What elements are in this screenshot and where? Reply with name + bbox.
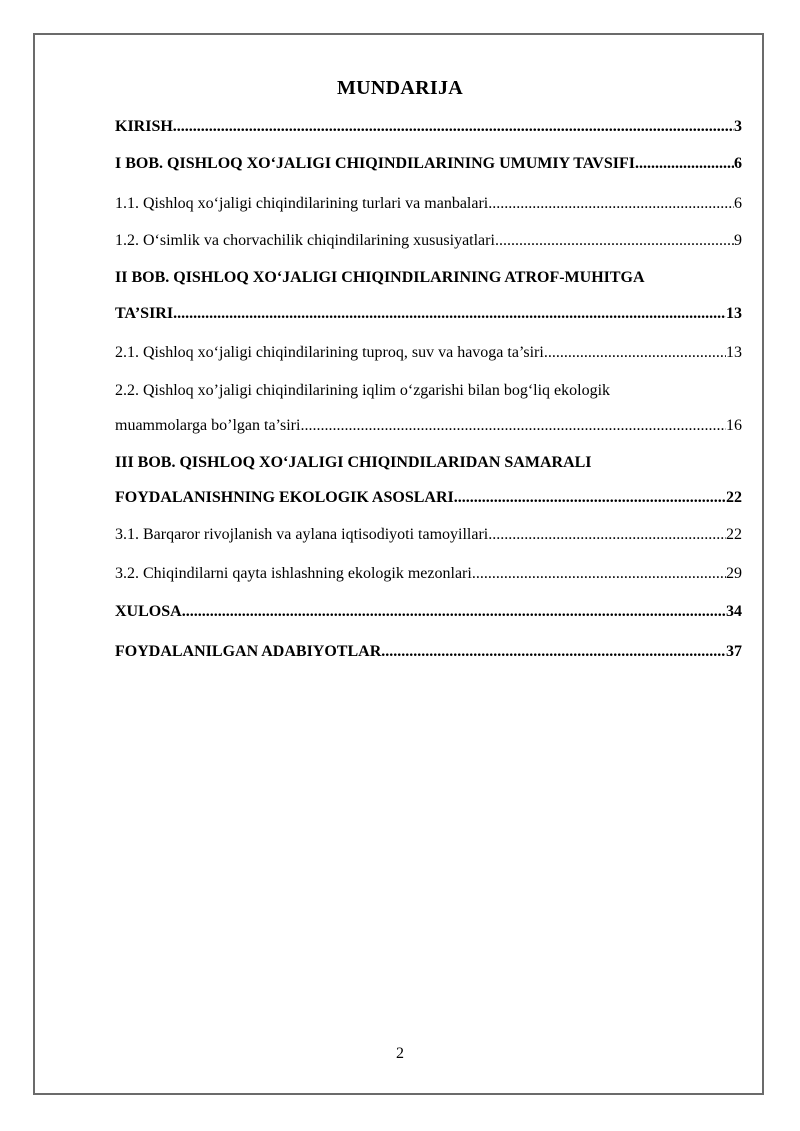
dot-leader bbox=[173, 116, 734, 137]
toc-entry-page: 9 bbox=[734, 232, 742, 249]
toc-entry-label: TA’SIRI bbox=[115, 305, 174, 322]
dot-leader bbox=[381, 641, 726, 662]
toc-entry-label: I BOB. QISHLOQ XO‘JALIGI CHIQINDILARINING UMUMIY TAVSIFI bbox=[115, 155, 635, 172]
toc-entry-2-1[interactable] bbox=[115, 342, 742, 363]
toc-entry-page: 22 bbox=[726, 526, 742, 543]
toc-entry-chapter-1[interactable] bbox=[115, 153, 742, 174]
toc-entry-page: 22 bbox=[726, 489, 742, 506]
dot-leader bbox=[182, 601, 726, 622]
toc-entry-references[interactable] bbox=[115, 641, 742, 662]
toc-entry-label: 2.1. Qishloq xo‘jaligi chiqindilarining tuproq, suv va havoga ta’siri bbox=[115, 344, 544, 361]
dot-leader bbox=[495, 230, 734, 251]
toc-entry-label-line1: II BOB. QISHLOQ XO‘JALIGI CHIQINDILARINING ATROF-MUHITGA bbox=[115, 269, 645, 286]
toc-entry-label-line1: III BOB. QISHLOQ XO‘JALIGI CHIQINDILARIDAN SAMARALI bbox=[115, 454, 592, 471]
dot-leader bbox=[635, 153, 734, 174]
toc-entry-page: 6 bbox=[734, 195, 742, 212]
dot-leader bbox=[472, 563, 726, 584]
toc-entry-page: 37 bbox=[726, 643, 742, 660]
toc-entry-2-2[interactable] bbox=[115, 380, 742, 436]
toc-entry-page: 13 bbox=[726, 305, 742, 322]
toc-entry-label: 1.1. Qishloq xo‘jaligi chiqindilarining turlari va manbalari bbox=[115, 195, 489, 212]
toc-entry-label: 3.2. Chiqindilarni qayta ishlashning ekologik mezonlari bbox=[115, 565, 472, 582]
toc-entry-chapter-3[interactable] bbox=[115, 452, 742, 508]
toc-entry-chapter-2[interactable] bbox=[115, 267, 742, 324]
toc-entry-label: FOYDALANISHNING EKOLOGIK ASOSLARI bbox=[115, 489, 454, 506]
dot-leader bbox=[544, 342, 726, 363]
toc-entry-3-2[interactable] bbox=[115, 563, 742, 584]
dot-leader bbox=[454, 487, 726, 508]
toc-entry-page: 34 bbox=[726, 603, 742, 620]
toc-entry-1-2[interactable] bbox=[115, 230, 742, 251]
toc-title: MUNDARIJA bbox=[336, 77, 464, 99]
toc-entry-page: 13 bbox=[726, 344, 742, 361]
page-number: 2 bbox=[396, 1045, 404, 1062]
toc-entry-page: 6 bbox=[734, 155, 742, 172]
dot-leader bbox=[488, 193, 734, 214]
toc-entry-xulosa[interactable] bbox=[115, 601, 742, 622]
toc-entry-label: 1.2. O‘simlik va chorvachilik chiqindilarining xususiyatlari bbox=[115, 232, 495, 249]
toc-entry-label: 3.1. Barqaror rivojlanish va aylana iqtisodiyoti tamoyillari bbox=[115, 526, 489, 543]
toc-entry-label: FOYDALANILGAN ADABIYOTLAR bbox=[115, 643, 382, 660]
toc-entry-kirish[interactable] bbox=[115, 116, 742, 137]
toc-entry-page: 3 bbox=[734, 118, 742, 135]
toc-entry-label: XULOSA bbox=[115, 603, 182, 620]
toc-entry-label-line1: 2.2. Qishloq xo’jaligi chiqindilarining iqlim o‘zgarishi bilan bog‘liq ekologik bbox=[115, 382, 611, 399]
toc-entry-label: muammolarga bo’lgan ta’siri bbox=[115, 417, 301, 434]
toc-entry-page: 29 bbox=[726, 565, 742, 582]
toc-entry-page: 16 bbox=[726, 417, 742, 434]
toc-entry-label: KIRISH bbox=[115, 118, 173, 135]
dot-leader bbox=[488, 524, 726, 545]
dot-leader bbox=[300, 415, 726, 436]
dot-leader bbox=[173, 303, 726, 324]
toc-entry-3-1[interactable] bbox=[115, 524, 742, 545]
toc-entry-1-1[interactable] bbox=[115, 193, 742, 214]
